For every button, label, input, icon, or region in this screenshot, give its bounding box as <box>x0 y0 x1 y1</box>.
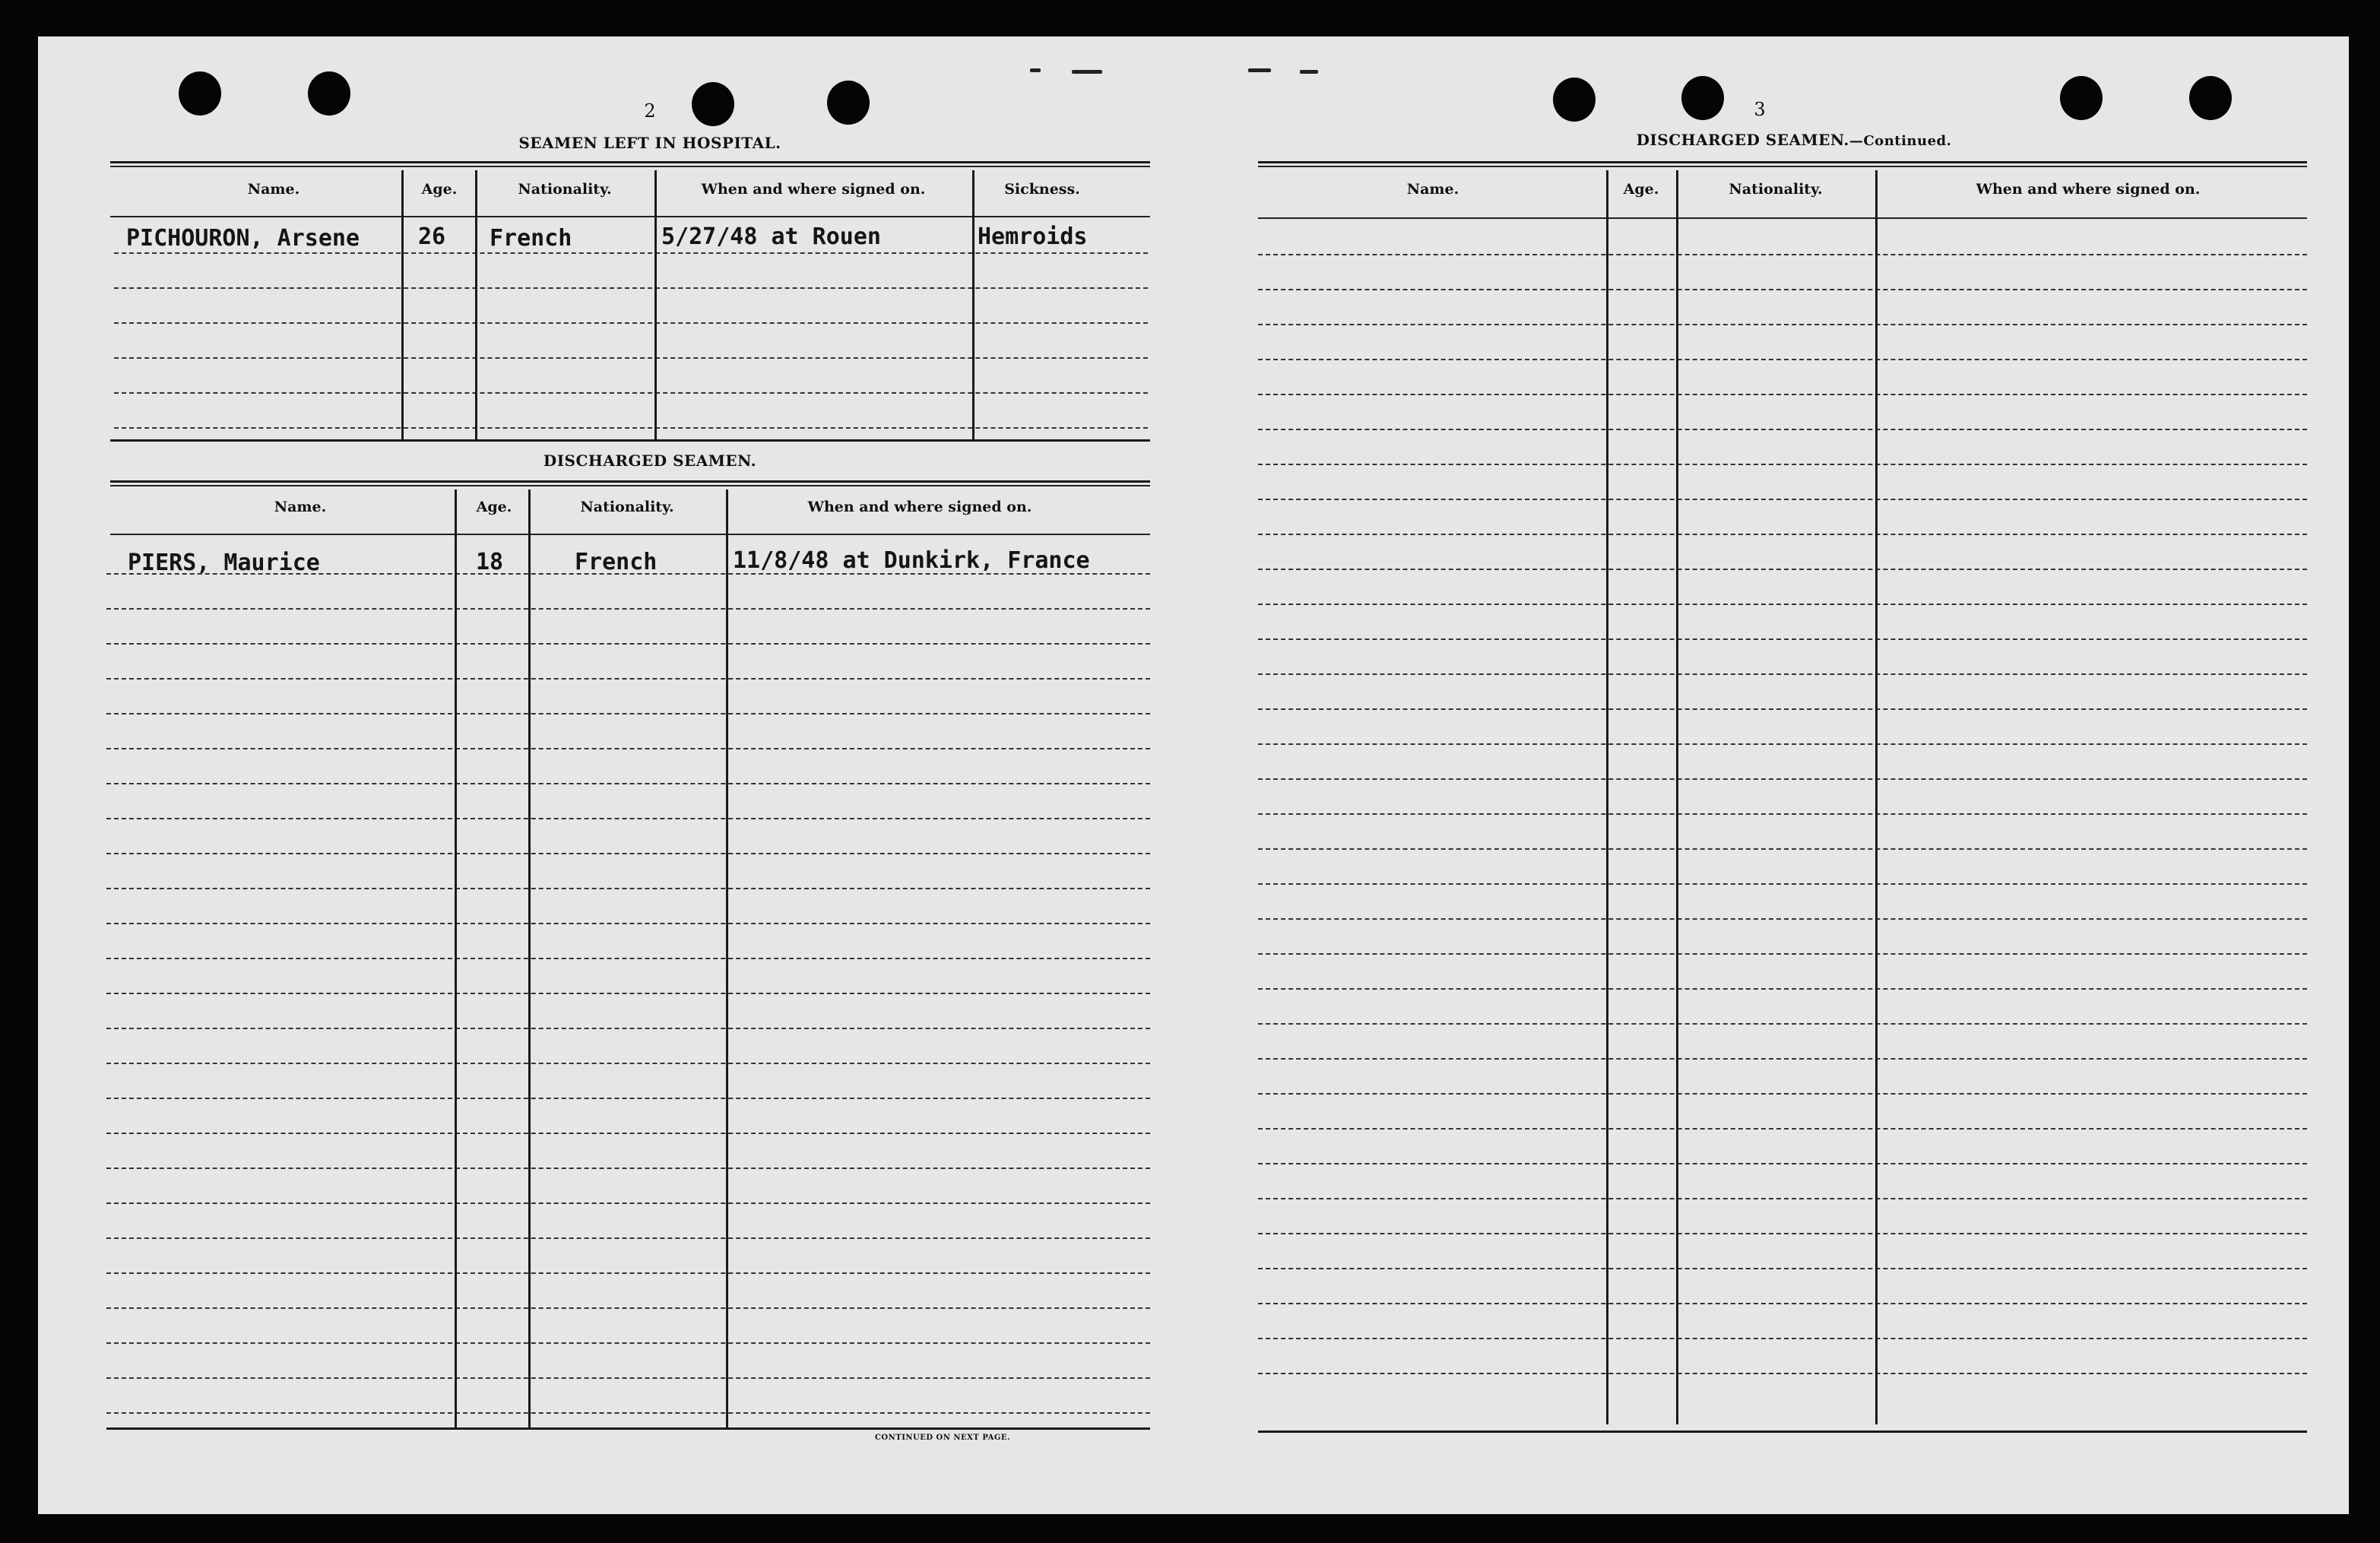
row-rule <box>1258 1338 2307 1339</box>
punch-hole <box>2060 76 2103 120</box>
row-rule <box>1258 464 2307 465</box>
hospital-section-title: SEAMEN LEFT IN HOSPITAL. <box>518 134 781 152</box>
discharged-row-age: 18 <box>476 549 504 575</box>
ink-mark <box>1248 68 1271 72</box>
row-rule <box>106 573 1150 575</box>
row-rule <box>1258 988 2307 990</box>
double-rule <box>110 480 1150 483</box>
row-rule <box>106 1307 1150 1309</box>
row-rule <box>1258 743 2307 745</box>
row-rule <box>1258 1233 2307 1234</box>
section-rule <box>110 439 1150 442</box>
row-rule <box>1258 534 2307 535</box>
row-rule <box>1258 1268 2307 1269</box>
discharged-continued-title <box>1452 131 2136 149</box>
hospital-header-age: Age. <box>421 181 458 198</box>
ink-mark <box>1030 68 1041 72</box>
row-rule <box>106 888 1150 889</box>
double-rule <box>1258 166 2307 167</box>
discharged-section-title: DISCHARGED SEAMEN. <box>543 451 757 470</box>
ink-mark <box>1300 70 1318 74</box>
row-rule <box>106 1412 1150 1414</box>
row-rule <box>1258 359 2307 360</box>
discharged-row-signed-on: 11/8/48 at Dunkirk, France <box>733 547 1090 574</box>
column-divider <box>972 170 975 439</box>
row-rule <box>1258 813 2307 815</box>
column-divider <box>475 170 477 439</box>
hospital-header-name: Name. <box>247 181 300 198</box>
discharged-header-age: Age. <box>476 499 512 515</box>
column-divider <box>1875 170 1878 1424</box>
row-rule <box>106 1377 1150 1379</box>
double-rule <box>1258 161 2307 163</box>
document-sheet <box>38 36 2349 1514</box>
row-rule <box>106 853 1150 854</box>
row-rule <box>1258 499 2307 500</box>
page-number: 2 <box>644 100 656 122</box>
column-divider <box>455 490 457 1427</box>
hospital-row-sickness: Hemroids <box>978 223 1088 250</box>
row-rule <box>106 1272 1150 1274</box>
row-rule <box>1258 1023 2307 1025</box>
row-rule <box>106 1028 1150 1029</box>
discharged-row-name: PIERS, Maurice <box>128 550 320 576</box>
row-rule <box>106 1168 1150 1169</box>
row-rule <box>114 392 1148 394</box>
row-rule <box>114 252 1148 254</box>
header-rule <box>110 216 1150 217</box>
row-rule <box>1258 1093 2307 1095</box>
row-rule <box>106 1342 1150 1344</box>
hospital-row-nationality: French <box>490 225 572 252</box>
row-rule <box>1258 1373 2307 1374</box>
hospital-row-signed-on: 5/27/48 at Rouen <box>661 223 881 250</box>
punch-hole <box>2189 76 2232 120</box>
right-header-age: Age. <box>1623 181 1659 198</box>
ink-mark <box>1072 70 1102 74</box>
row-rule <box>106 608 1150 610</box>
discharged-continued-title-text: DISCHARGED SEAMEN. <box>1636 131 1849 149</box>
row-rule <box>106 713 1150 714</box>
row-rule <box>106 818 1150 819</box>
row-rule <box>1258 638 2307 640</box>
page-number: 3 <box>1754 99 1766 120</box>
row-rule <box>106 678 1150 680</box>
continued-suffix: —Continued. <box>1849 133 1952 149</box>
row-rule <box>1258 1163 2307 1164</box>
row-rule <box>1258 324 2307 325</box>
right-header-signed-on: When and where signed on. <box>1976 181 2201 198</box>
row-rule <box>106 993 1150 994</box>
row-rule <box>106 1133 1150 1134</box>
row-rule <box>1258 604 2307 605</box>
column-divider <box>654 170 657 439</box>
discharged-header-name: Name. <box>274 499 327 515</box>
discharged-header-signed-on: When and where signed on. <box>807 499 1032 515</box>
row-rule <box>106 958 1150 959</box>
header-rule <box>1258 217 2307 219</box>
punch-hole <box>179 71 221 116</box>
bottom-rule <box>106 1427 1150 1430</box>
row-rule <box>1258 953 2307 955</box>
row-rule <box>1258 254 2307 255</box>
discharged-row-nationality: French <box>575 549 658 575</box>
row-rule <box>1258 673 2307 675</box>
row-rule <box>1258 778 2307 780</box>
hospital-header-signed-on: When and where signed on. <box>701 181 926 198</box>
row-rule <box>106 923 1150 924</box>
right-header-nationality: Nationality. <box>1729 181 1823 198</box>
discharged-header-nationality: Nationality. <box>580 499 674 515</box>
row-rule <box>1258 1303 2307 1304</box>
row-rule <box>1258 429 2307 430</box>
punch-hole <box>827 81 870 125</box>
row-rule <box>106 1237 1150 1239</box>
hospital-header-sickness: Sickness. <box>1004 181 1080 198</box>
row-rule <box>1258 1198 2307 1199</box>
row-rule <box>1258 883 2307 885</box>
column-divider <box>1606 170 1608 1424</box>
row-rule <box>106 643 1150 645</box>
double-rule <box>110 166 1150 167</box>
row-rule <box>114 427 1148 429</box>
row-rule <box>106 1063 1150 1064</box>
row-rule <box>1258 918 2307 920</box>
double-rule <box>110 161 1150 163</box>
row-rule <box>114 287 1148 289</box>
row-rule <box>1258 848 2307 850</box>
punch-hole <box>308 71 350 116</box>
row-rule <box>114 322 1148 324</box>
row-rule <box>106 1202 1150 1204</box>
double-rule <box>110 485 1150 486</box>
row-rule <box>106 1098 1150 1099</box>
row-rule <box>1258 394 2307 395</box>
column-divider <box>1676 170 1678 1424</box>
row-rule <box>106 748 1150 749</box>
punch-hole <box>1553 78 1596 122</box>
continued-footer: CONTINUED ON NEXT PAGE. <box>874 1434 1011 1442</box>
header-rule <box>110 534 1150 535</box>
bottom-rule <box>1258 1431 2307 1433</box>
row-rule <box>1258 569 2307 570</box>
row-rule <box>1258 1128 2307 1130</box>
row-rule <box>1258 1058 2307 1060</box>
hospital-row-age: 26 <box>418 223 446 250</box>
column-divider <box>528 490 531 1427</box>
column-divider <box>726 490 728 1427</box>
row-rule <box>114 357 1148 359</box>
row-rule <box>1258 289 2307 290</box>
row-rule <box>106 783 1150 784</box>
row-rule <box>1258 708 2307 710</box>
column-divider <box>401 170 404 439</box>
hospital-row-name: PICHOURON, Arsene <box>126 225 360 252</box>
right-header-name: Name. <box>1406 181 1459 198</box>
hospital-header-nationality: Nationality. <box>518 181 612 198</box>
